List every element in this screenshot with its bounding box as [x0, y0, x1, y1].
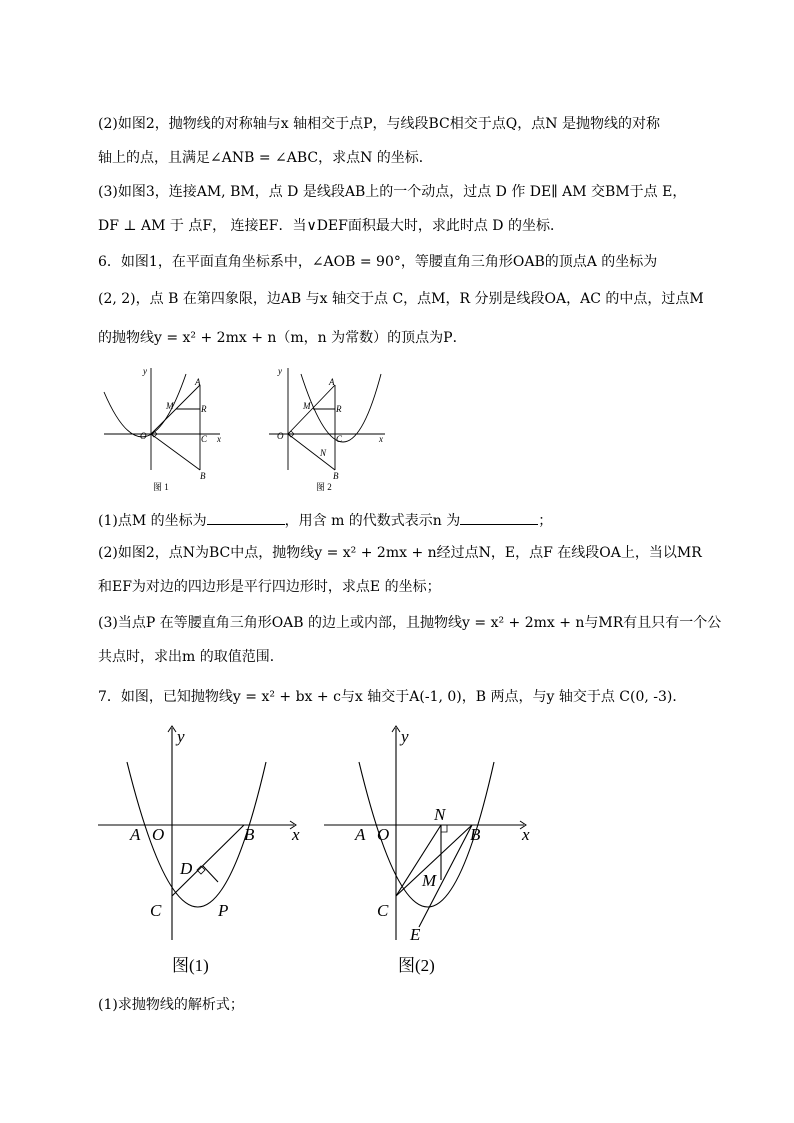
fig7-1-label-O: O	[152, 825, 165, 844]
problem-6-line3: 的抛物线y = x² + 2mx + n（m，n 为常数）的顶点为P．	[98, 330, 467, 346]
fig7-1-label-y: y	[177, 727, 185, 746]
fig7-1-label-x: x	[292, 825, 300, 844]
fig7-1-label-P: P	[218, 901, 229, 920]
fig7-1-label-D: D	[180, 859, 193, 878]
fig6-2-label-N: N	[320, 448, 327, 458]
fig6-2-label-C: C	[336, 434, 343, 444]
fig7-2-label-E: E	[410, 925, 421, 944]
fig7-1-label-C: C	[150, 901, 162, 920]
fig6-2-label-B: B	[333, 471, 339, 481]
text-line-q3-part2: DF ⊥ AM 于 点F， 连接EF．当∨DEF面积最大时，求此时点 D 的坐标．	[98, 218, 564, 234]
figure-6-diagram-2	[269, 368, 385, 470]
fig7-2-label-N: N	[434, 805, 446, 824]
fig6-1-label-O: O	[140, 431, 147, 441]
figure-7-diagram-1	[98, 728, 294, 940]
problem-6-q1-text-c: ；	[538, 513, 553, 529]
figure-7	[94, 722, 544, 982]
problem-6-q3-line2: 共点时，求出m 的取值范围．	[98, 649, 284, 665]
text-line-q3-part1: (3)如图3，连接AM, BM，点 D 是线段AB上的一个动点，过点 D 作 DE∥ AM 交BM于点 E，	[98, 184, 687, 200]
fig7-2-caption: 图(2)	[398, 956, 435, 975]
problem-6-q1	[98, 510, 552, 530]
fig6-2-label-y: y	[278, 366, 282, 376]
fig7-2-label-O: O	[377, 825, 390, 844]
fig6-1-label-x: x	[217, 434, 221, 444]
problem-6-line2: (2, 2)，点 B 在第四象限，边AB 与x 轴交于点 C，点M，R 分别是线段OA，AC 的中点，过点M	[98, 291, 704, 307]
fig6-2-caption: 图 2	[316, 482, 332, 492]
fig7-1-label-A: A	[130, 825, 141, 844]
problem-6-q2-line2: 和EF为对边的四边形是平行四边形时，求点E 的坐标；	[98, 579, 441, 595]
fig6-1-label-M: M	[166, 401, 174, 411]
fig6-1-label-R: R	[201, 404, 207, 414]
problem-7-q1: (1)求抛物线的解析式；	[98, 997, 244, 1013]
problem-6-q3-line1: (3)当点P 在等腰直角三角形OAB 的边上或内部，且抛物线y = x² + 2mx + n与MR有且只有一个公	[98, 615, 722, 631]
problem-6-q1-text-a: (1)点M 的坐标为	[98, 513, 207, 529]
figure-6	[98, 360, 398, 495]
fig7-2-label-A: A	[355, 825, 366, 844]
fig6-2-label-A: A	[329, 377, 335, 387]
figure-7-diagram-2	[324, 728, 524, 940]
figure-6-diagram-1	[104, 368, 220, 470]
fig7-2-label-M: M	[422, 871, 437, 890]
fig6-2-label-O: O	[277, 431, 284, 441]
figure-7-svg	[94, 722, 544, 982]
fig7-2-label-B: B	[470, 825, 481, 844]
fig6-1-label-y: y	[143, 366, 147, 376]
problem-6-q2-line1: (2)如图2，点N为BC中点，抛物线y = x² + 2mx + n经过点N，E，点F 在线段OA上，当以MR	[98, 545, 702, 561]
problem-6-intro: 6．如图1，在平面直角坐标系中，∠AOB = 90°，等腰直角三角形OAB的顶点A 的坐标为	[98, 254, 658, 270]
fig6-1-caption: 图 1	[153, 482, 169, 492]
fig6-2-label-M: M	[303, 401, 311, 411]
problem-6-q1-text-b: ，用含 m 的代数式表示n 为	[284, 513, 461, 529]
text-line-q2-part2: 轴上的点，且满足∠ANB = ∠ABC，求点N 的坐标．	[98, 150, 433, 166]
fig7-1-label-B: B	[244, 825, 255, 844]
fig6-1-label-C: C	[201, 434, 208, 444]
fig6-1-label-A: A	[195, 377, 201, 387]
fig6-2-label-x: x	[379, 434, 383, 444]
fig7-1-caption: 图(1)	[172, 956, 209, 975]
answer-blank-1[interactable]	[207, 510, 285, 525]
problem-7-intro: 7．如图，已知抛物线y = x² + bx + c与x 轴交于A(-1, 0)，B 两点，与y 轴交于点 C(0, -3)．	[98, 689, 687, 705]
answer-blank-2[interactable]	[460, 510, 538, 525]
fig6-1-label-B: B	[200, 471, 206, 481]
fig7-2-label-C: C	[377, 901, 389, 920]
text-line-q2-part1: (2)如图2，抛物线的对称轴与x 轴相交于点P，与线段BC相交于点Q，点N 是抛物线的对称	[98, 116, 660, 132]
figure-6-svg	[98, 360, 398, 495]
fig6-2-label-R: R	[336, 404, 342, 414]
fig7-2-label-x: x	[522, 825, 530, 844]
fig7-2-label-y: y	[401, 727, 409, 746]
